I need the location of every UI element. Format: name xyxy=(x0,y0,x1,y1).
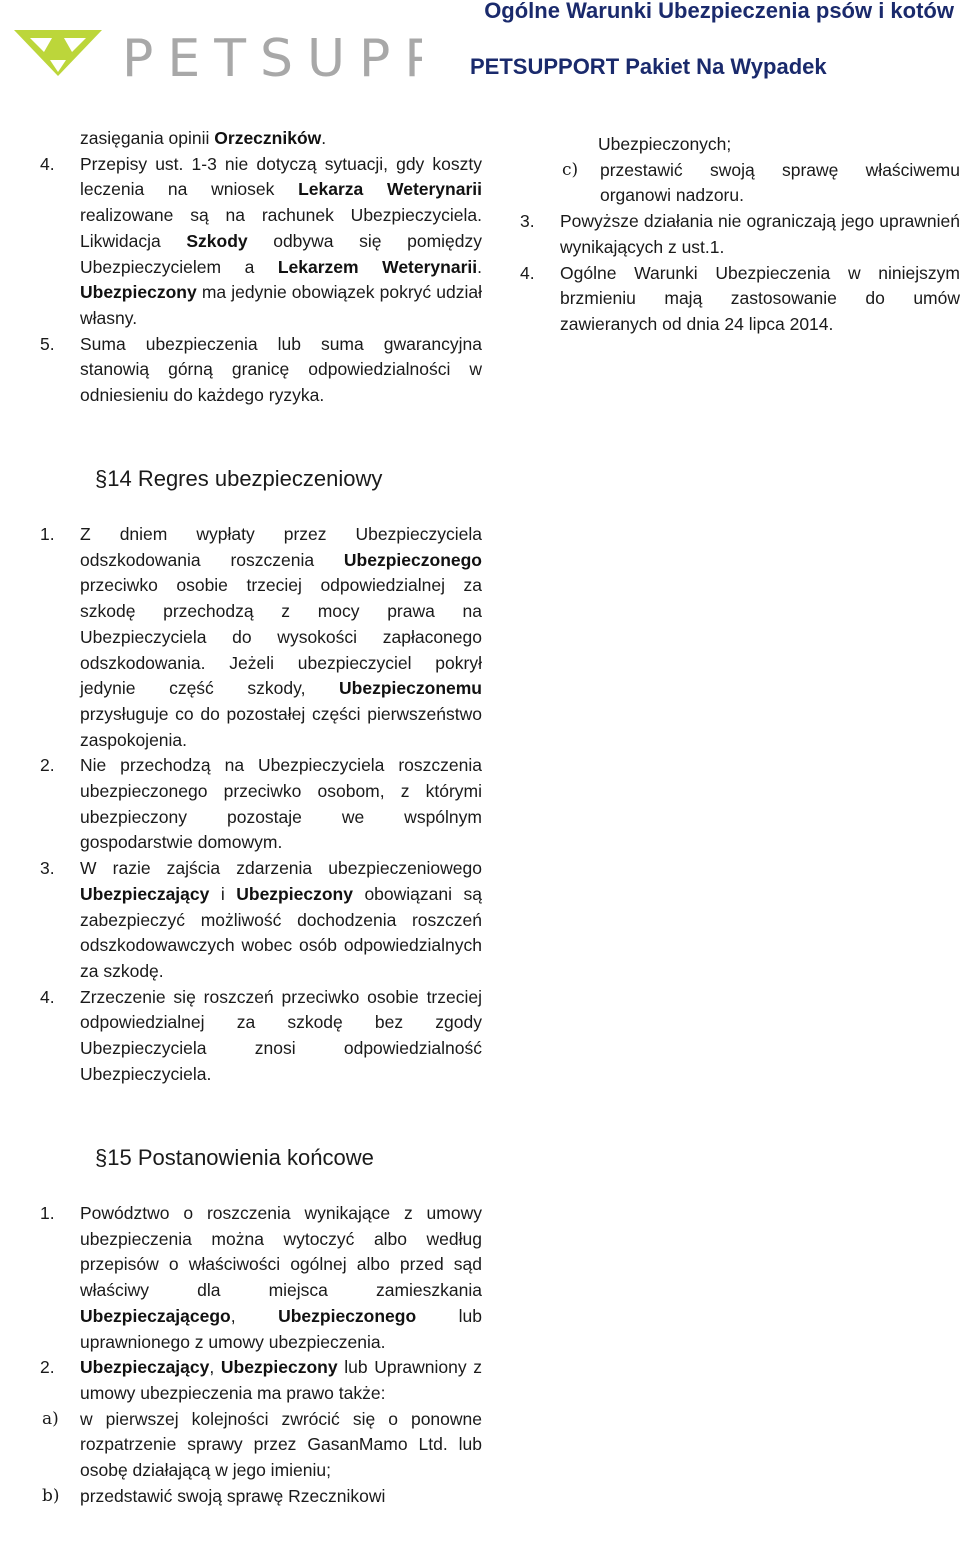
list-item: 2. Ubezpieczający, Ubezpieczony lub Uprawniony z umowy ubezpieczenia ma prawo także: xyxy=(40,1357,482,1403)
list-item: 5. Suma ubezpieczenia lub suma gwarancyjna stanowią górną granicę odpowiedzialności w odniesieniu do każdego ryzyka. xyxy=(40,333,482,406)
document-title: Ogólne Warunki Ubezpieczenia psów i kotów xyxy=(484,0,954,23)
list-item: 2. Nie przechodzą na Ubezpieczyciela roszczenia ubezpieczonego przeciwko osobom, z którymi ubezpieczony pozostaje we wspólnym gospodarstwie domowym. xyxy=(40,755,482,853)
list-item: 1. Powództwo o roszczenia wynikające z umowy ubezpieczenia można wytoczyć albo według przepisów o właściwości ogólnej albo przed sąd właściwy dla miejsca zamieszkania Ubezpieczającego, Ubezpieczonego lub uprawnionego z umowy ubezpieczenia. xyxy=(40,1203,482,1352)
list-item: 3. Powyższe działania nie ograniczają jego uprawnień wynikających z ust.1. xyxy=(520,211,960,257)
list-item: 4. Zrzeczenie się roszczeń przeciwko osobie trzeciej odpowiedzialnej za szkodę bez zgody Ubezpieczyciela znosi odpowiedzialność Ubezpieczyciela. xyxy=(40,986,482,1084)
sub-item: b) przedstawić swoją sprawę Rzecznikowi xyxy=(42,1485,386,1506)
page-header xyxy=(0,0,960,90)
left-column-top xyxy=(40,126,482,409)
petsupport-logo xyxy=(12,18,422,85)
document-subtitle: PETSUPPORT Pakiet Na Wypadek xyxy=(470,54,827,79)
section-14-body xyxy=(40,522,482,1087)
sub-item: a) w pierwszej kolejności zwrócić się o ponowne rozpatrzenie sprawy przez GasanMamo Ltd. lub osobę działającą w jego imieniu; xyxy=(42,1408,482,1481)
right-column-top: Ubezpieczonych; c) przestawić swoją sprawę właściwemu organowi nadzoru. 3. Powyższe działania nie ograniczają jego uprawnień wynikających z ust.1. 4. Ogólne Warunki Ubezpieczenia w niniejszym brzmieniu mają zastosowanie do umów zawieranych od dnia 24 lipca 2014. xyxy=(520,132,960,338)
section-heading: §14 Regres ubezpieczeniowy xyxy=(95,466,383,491)
section-heading: §15 Postanowienia końcowe xyxy=(95,1145,374,1170)
list-item: 1. Z dniem wypłaty przez Ubezpieczyciela odszkodowania roszczenia Ubezpieczonego przeciwko osobie trzeciej odpowiedzialnej za szkodę przechodzą z mocy prawa na Ubezpieczyciela do wysokości zapłaconego odszkodowania. Jeżeli ubezpieczyciel pokrył jedynie część szkody, Ubezpieczonemu przysługuje co do pozostałej części pierwszeństwo zaspokojenia. xyxy=(40,524,482,750)
continued-paragraph: zasięgania opinii Orzeczników. xyxy=(80,128,327,148)
list-item: 4. Przepisy ust. 1-3 nie dotyczą sytuacji, gdy koszty leczenia na wniosek Lekarza Weterynarii realizowane są na rachunek Ubezpieczyciela. Likwidacja Szkody odbywa się pomiędzy Ubezpieczycielem a Lekarzem Weterynarii. Ubezpieczony ma jedynie obowiązek pokryć udział własny. xyxy=(40,153,482,328)
list-item: 4. Ogólne Warunki Ubezpieczenia w niniejszym brzmieniu mają zastosowanie do umów zawieranych od dnia 24 lipca 2014. xyxy=(520,262,960,334)
svg-text:PETSUPPORT: PETSUP xyxy=(122,29,405,80)
sub-item: c) przestawić swoją sprawę właściwemu organowi nadzoru. xyxy=(562,159,960,206)
section-15-body xyxy=(40,1201,482,1509)
list-item: 3. W razie zajścia zdarzenia ubezpieczeniowego Ubezpieczający i Ubezpieczony obowiązani są zabezpieczyć możliwość dochodzenia roszczeń odszkodowawczych wobec osób odpowiedzialnych za szkodę. xyxy=(40,858,482,981)
